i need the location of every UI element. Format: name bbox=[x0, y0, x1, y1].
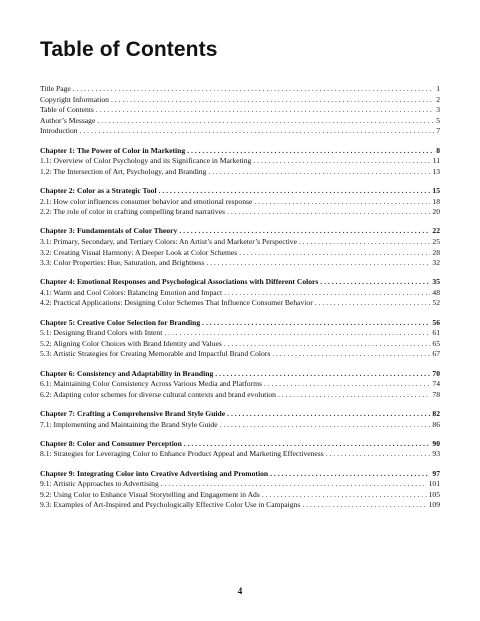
dot-leader bbox=[320, 277, 430, 288]
dot-leader bbox=[227, 409, 430, 420]
dot-leader bbox=[315, 298, 431, 309]
toc-entry bbox=[40, 449, 440, 460]
toc-entry-page: 7 bbox=[436, 126, 440, 136]
toc-entry-label: 9.1: Artistic Approaches to Advertising bbox=[40, 479, 159, 489]
toc-entry bbox=[40, 490, 440, 501]
dot-leader bbox=[302, 500, 426, 511]
dot-leader bbox=[270, 469, 430, 480]
toc-entry bbox=[40, 167, 440, 178]
toc-entry-page: 61 bbox=[432, 328, 440, 338]
dot-leader bbox=[161, 479, 427, 490]
toc-chapter-entry bbox=[40, 409, 440, 420]
page-title: Table of Contents bbox=[40, 38, 218, 61]
toc-entry bbox=[40, 500, 440, 511]
toc-entry bbox=[40, 207, 440, 218]
toc-entry-label: 5.2: Aligning Color Choices with Brand Identity and Values bbox=[40, 338, 222, 348]
toc-entry bbox=[40, 349, 440, 360]
toc-entry-page: 15 bbox=[432, 185, 440, 195]
dot-leader bbox=[187, 146, 434, 157]
toc-entry-label: Copyright Information bbox=[40, 94, 109, 104]
page-number: 4 bbox=[237, 586, 243, 596]
toc-entry-page: 11 bbox=[432, 156, 440, 166]
toc-entry-label: 4.1: Warm and Cool Colors: Balancing Emotion and Impact bbox=[40, 287, 223, 297]
dot-leader bbox=[326, 449, 431, 460]
dot-leader bbox=[272, 349, 430, 360]
dot-leader bbox=[184, 439, 431, 450]
dot-leader bbox=[299, 237, 430, 248]
dot-leader bbox=[215, 369, 430, 380]
toc-entry-label: 6.1: Maintaining Color Consistency Across Various Media and Platforms bbox=[40, 379, 262, 389]
toc-entry-page: 82 bbox=[432, 409, 440, 418]
toc-group bbox=[40, 186, 440, 218]
toc-entry-page: 20 bbox=[432, 207, 440, 217]
toc-entry-page: 1 bbox=[436, 84, 440, 93]
toc-entry-page: 65 bbox=[432, 338, 440, 348]
dot-leader bbox=[264, 379, 430, 390]
toc-entry-page: 2 bbox=[436, 94, 440, 104]
toc-entry bbox=[40, 248, 440, 259]
toc-group bbox=[40, 369, 440, 401]
toc-entry-page: 5 bbox=[436, 115, 440, 125]
toc-entry-page: 78 bbox=[432, 389, 440, 399]
dot-leader bbox=[202, 318, 430, 329]
toc-entry-label: 8.1: Strategies for Leveraging Color to Enhance Product Appeal and Marketing Effectiveness bbox=[40, 449, 324, 459]
toc-entry bbox=[40, 105, 440, 116]
toc-entry-page: 70 bbox=[432, 368, 440, 378]
table-of-contents bbox=[40, 84, 440, 520]
toc-entry bbox=[40, 156, 440, 167]
toc-entry-page: 93 bbox=[432, 449, 440, 459]
toc-entry-page: 35 bbox=[432, 277, 440, 287]
toc-entry-page: 18 bbox=[432, 196, 440, 206]
toc-entry-label: Chapter 5: Creative Color Selection for Branding bbox=[40, 317, 201, 327]
toc-entry-label: Chapter 1: The Power of Color in Marketing bbox=[40, 145, 186, 155]
toc-entry-page: 28 bbox=[432, 247, 440, 257]
toc-entry-page: 74 bbox=[432, 379, 440, 389]
toc-entry-page: 52 bbox=[432, 298, 440, 308]
toc-entry-label: Chapter 9: Integrating Color into Creative Advertising and Promotion bbox=[40, 468, 269, 478]
dot-leader bbox=[206, 258, 430, 269]
toc-entry bbox=[40, 95, 440, 106]
toc-entry-label: Chapter 8: Color and Consumer Perception bbox=[40, 438, 182, 448]
toc-entry bbox=[40, 84, 440, 95]
toc-entry-label: Chapter 4: Emotional Responses and Psychological Associations with Different Colors bbox=[40, 277, 319, 287]
toc-entry-page: 90 bbox=[432, 438, 440, 448]
dot-leader bbox=[97, 116, 434, 127]
toc-chapter-entry bbox=[40, 226, 440, 237]
toc-entry bbox=[40, 288, 440, 299]
dot-leader bbox=[208, 167, 430, 178]
toc-entry bbox=[40, 379, 440, 390]
toc-entry bbox=[40, 237, 440, 248]
toc-entry-page: 101 bbox=[428, 479, 440, 489]
toc-entry bbox=[40, 328, 440, 339]
toc-chapter-entry bbox=[40, 369, 440, 380]
toc-entry-page: 67 bbox=[432, 349, 440, 359]
toc-group bbox=[40, 146, 440, 178]
toc-entry-page: 8 bbox=[436, 145, 440, 155]
toc-entry-label: 2.1: How color influences consumer behavior and emotional response bbox=[40, 196, 253, 206]
toc-entry bbox=[40, 126, 440, 137]
toc-entry-label: 3.3: Color Properties: Hue, Saturation, and Brightness bbox=[40, 258, 205, 268]
toc-chapter-entry bbox=[40, 186, 440, 197]
dot-leader bbox=[224, 288, 430, 299]
toc-entry-page: 56 bbox=[432, 317, 440, 327]
dot-leader bbox=[179, 226, 430, 237]
toc-group bbox=[40, 226, 440, 268]
toc-entry-label: 3.1: Primary, Secondary, and Tertiary Colors: An Artist’s and Marketer’s Perspective bbox=[40, 236, 297, 246]
toc-chapter-entry bbox=[40, 146, 440, 157]
toc-chapter-entry bbox=[40, 469, 440, 480]
toc-entry-label: Table of Contents bbox=[40, 105, 94, 115]
toc-entry bbox=[40, 116, 440, 127]
toc-entry-label: 1.1: Overview of Color Psychology and its Significance in Marketing bbox=[40, 156, 252, 166]
toc-entry-page: 109 bbox=[428, 500, 440, 510]
toc-entry-page: 86 bbox=[432, 419, 440, 429]
dot-leader bbox=[278, 390, 430, 401]
toc-entry-label: Title Page bbox=[40, 84, 71, 93]
toc-entry-label: Chapter 2: Color as a Strategic Tool bbox=[40, 185, 157, 195]
dot-leader bbox=[262, 490, 427, 501]
toc-entry bbox=[40, 479, 440, 490]
toc-entry-label: 4.2: Practical Applications: Designing Color Schemes That Influence Consumer Behavior bbox=[40, 298, 313, 308]
dot-leader bbox=[224, 339, 431, 350]
toc-entry-page: 48 bbox=[432, 287, 440, 297]
toc-entry-label: 9.2: Using Color to Enhance Visual Storytelling and Engagement in Ads bbox=[40, 489, 260, 499]
toc-entry-label: 7.1: Implementing and Maintaining the Brand Style Guide bbox=[40, 419, 218, 429]
toc-entry-page: 22 bbox=[432, 226, 440, 236]
toc-group bbox=[40, 469, 440, 511]
toc-entry bbox=[40, 298, 440, 309]
toc-entry-label: 3.2: Creating Visual Harmony: A Deeper Look at Color Schemes bbox=[40, 247, 238, 257]
toc-chapter-entry bbox=[40, 439, 440, 450]
toc-entry-label: 6.2: Adapting color schemes for diverse cultural contexts and brand evolution bbox=[40, 389, 276, 399]
toc-entry bbox=[40, 197, 440, 208]
toc-entry-label: 5.1: Designing Brand Colors with Intent bbox=[40, 328, 163, 338]
toc-group bbox=[40, 409, 440, 430]
toc-entry-page: 13 bbox=[432, 166, 440, 176]
dot-leader bbox=[73, 84, 434, 95]
toc-entry-label: Chapter 7: Crafting a Comprehensive Brand Style Guide bbox=[40, 409, 226, 418]
toc-entry-label: Chapter 6: Consistency and Adaptability in Branding bbox=[40, 368, 214, 378]
toc-entry-label: 9.3: Examples of Art-Inspired and Psychologically Effective Color Use in Campaigns bbox=[40, 500, 301, 510]
dot-leader bbox=[239, 248, 430, 259]
dot-leader bbox=[164, 328, 430, 339]
dot-leader bbox=[253, 156, 430, 167]
toc-entry bbox=[40, 390, 440, 401]
toc-entry bbox=[40, 420, 440, 431]
toc-entry-label: Chapter 3: Fundamentals of Color Theory bbox=[40, 226, 178, 236]
toc-entry-label: 1.2: The Intersection of Art, Psychology, and Branding bbox=[40, 166, 207, 176]
toc-entry bbox=[40, 339, 440, 350]
toc-entry-label: Introduction bbox=[40, 126, 78, 136]
toc-chapter-entry bbox=[40, 277, 440, 288]
dot-leader bbox=[80, 126, 435, 137]
toc-entry-label: Author’s Message bbox=[40, 115, 96, 125]
dot-leader bbox=[111, 95, 434, 106]
dot-leader bbox=[227, 207, 430, 218]
toc-entry-page: 105 bbox=[428, 489, 440, 499]
dot-leader bbox=[159, 186, 431, 197]
dot-leader bbox=[254, 197, 430, 208]
toc-group bbox=[40, 318, 440, 360]
toc-group bbox=[40, 439, 440, 460]
toc-group bbox=[40, 84, 440, 137]
toc-entry-label: 2.2: The role of color in crafting compelling brand narratives bbox=[40, 207, 226, 217]
toc-entry bbox=[40, 258, 440, 269]
toc-entry-page: 25 bbox=[432, 236, 440, 246]
toc-entry-page: 3 bbox=[436, 105, 440, 115]
dot-leader bbox=[96, 105, 434, 116]
toc-entry-label: 5.3: Artistic Strategies for Creating Memorable and Impactful Brand Colors bbox=[40, 349, 271, 359]
toc-group bbox=[40, 277, 440, 309]
dot-leader bbox=[220, 420, 431, 431]
toc-entry-page: 32 bbox=[432, 258, 440, 268]
toc-chapter-entry bbox=[40, 318, 440, 329]
toc-entry-page: 97 bbox=[432, 468, 440, 478]
